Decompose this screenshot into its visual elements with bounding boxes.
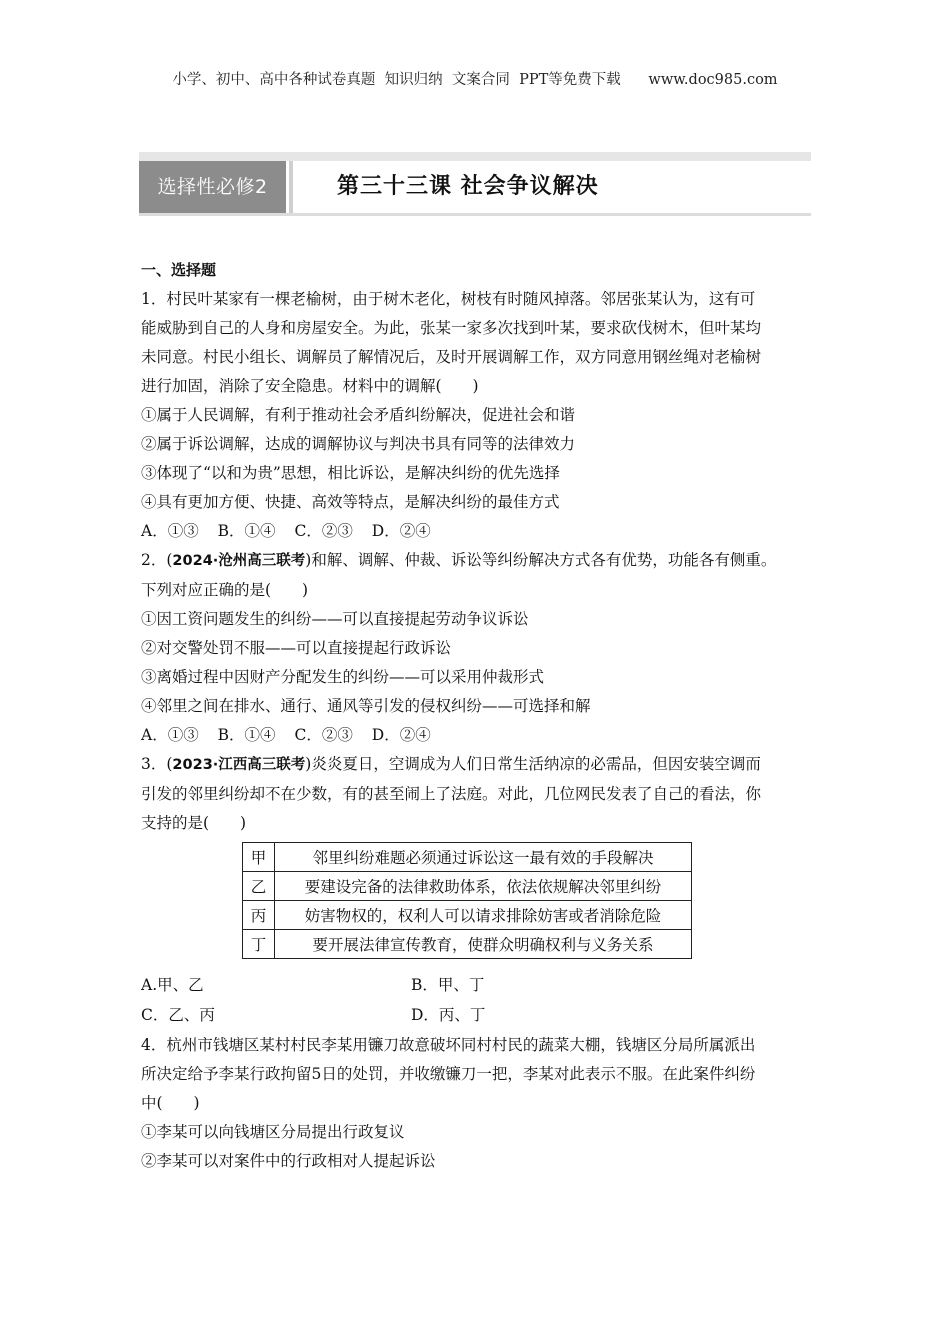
question-4 xyxy=(141,1031,829,1176)
statement-item: ③体现了“以和为贵”思想，相比诉讼，是解决纠纷的优先选择 xyxy=(141,464,560,482)
question-stem-line: 进行加固，消除了安全隐患。材料中的调解( ) xyxy=(141,377,479,395)
question-stem-line: 未同意。村民小组长、调解员了解情况后，及时开展调解工作，双方同意用钢丝绳对老榆树 xyxy=(141,348,762,366)
question-stem-line: 引发的邻里纠纷却不在少数，有的甚至闹上了法庭。对此，几位网民发表了自己的看法，你 xyxy=(141,785,762,803)
option-c: C．②③ xyxy=(294,522,353,540)
option-a: A．①③ xyxy=(141,522,199,540)
table-key: 甲 xyxy=(243,843,275,872)
question-stem-text: )炎炎夏日，空调成为人们日常生活纳凉的必需品，但因安装空调而 xyxy=(305,755,761,773)
table-key: 丙 xyxy=(243,901,275,930)
question-stem-line: 下列对应正确的是( ) xyxy=(141,581,309,599)
statement-item: ①因工资问题发生的纠纷——可以直接提起劳动争议诉讼 xyxy=(141,610,529,628)
question-source: 2024·沧州高三联考 xyxy=(172,553,306,569)
opinion-table xyxy=(242,842,692,959)
question-source: 2023·江西高三联考 xyxy=(172,757,306,773)
table-value: 邻里纠纷难题必须通过诉讼这一最有效的手段解决 xyxy=(275,843,692,872)
question-stem-line: 1．村民叶某家有一棵老榆树，由于树木老化，树枝有时随风掉落。邻居张某认为，这有可 xyxy=(141,290,756,308)
banner-divider xyxy=(289,161,293,213)
question-stem-line: 所决定给予李某行政拘留5日的处罚，并收缴镰刀一把，李某对此表示不服。在此案件纠纷 xyxy=(141,1065,756,1083)
option-b: B．①④ xyxy=(217,522,276,540)
statement-item: ①属于人民调解，有利于推动社会矛盾纠纷解决，促进社会和谐 xyxy=(141,406,576,424)
table-row xyxy=(243,930,692,959)
lesson-title: 第三十三课 社会争议解决 xyxy=(337,174,599,199)
question-stem-line: 中( ) xyxy=(141,1094,200,1112)
table-value: 要建设完备的法律救助体系，依法依规解决邻里纠纷 xyxy=(275,872,692,901)
question-stem-text: )和解、调解、仲裁、诉讼等纠纷解决方式各有优势，功能各有侧重。 xyxy=(305,551,777,569)
option-b: B．①④ xyxy=(217,726,276,744)
option-d: D．丙、丁 xyxy=(411,1006,486,1024)
question-list xyxy=(141,256,829,1176)
statement-item: ①李某可以向钱塘区分局提出行政复议 xyxy=(141,1123,405,1141)
table-row xyxy=(243,901,692,930)
option-c: C．②③ xyxy=(294,726,353,744)
question-number: 3．( xyxy=(141,755,173,773)
answer-options xyxy=(141,517,829,546)
answer-options xyxy=(141,721,829,750)
statement-item: ②李某可以对案件中的行政相对人提起诉讼 xyxy=(141,1152,436,1170)
lesson-banner xyxy=(139,152,811,216)
question-stem-line: 能威胁到自己的人身和房屋安全。为此，张某一家多次找到叶某，要求砍伐树木，但叶某均 xyxy=(141,319,762,337)
answer-options xyxy=(141,971,829,1031)
option-d: D．②④ xyxy=(371,726,431,744)
page-header: 小学、初中、高中各种试卷真题 知识归纳 文案合同 PPT等免费下载 www.doc985.com xyxy=(172,72,778,88)
banner-stripe xyxy=(139,152,811,161)
table-row xyxy=(243,843,692,872)
option-d: D．②④ xyxy=(371,522,431,540)
question-1 xyxy=(141,285,829,546)
statement-item: ②属于诉讼调解，达成的调解协议与判决书具有同等的法律效力 xyxy=(141,435,576,453)
table-key: 乙 xyxy=(243,872,275,901)
banner-underline xyxy=(139,213,811,216)
option-a: A.甲、乙 xyxy=(141,976,204,994)
question-stem-line xyxy=(141,750,829,780)
statement-item: ③离婚过程中因财产分配发生的纠纷——可以采用仲裁形式 xyxy=(141,668,545,686)
option-a: A．①③ xyxy=(141,726,199,744)
table-value: 妨害物权的，权利人可以请求排除妨害或者消除危险 xyxy=(275,901,692,930)
option-b: B．甲、丁 xyxy=(411,976,485,994)
table-row xyxy=(243,872,692,901)
module-tag: 选择性必修2 xyxy=(139,161,286,213)
statement-item: ②对交警处罚不服——可以直接提起行政诉讼 xyxy=(141,639,452,657)
option-c: C．乙、丙 xyxy=(141,1006,215,1024)
statement-item: ④具有更加方便、快捷、高效等特点，是解决纠纷的最佳方式 xyxy=(141,493,560,511)
question-number: 2．( xyxy=(141,551,173,569)
section-title: 一、选择题 xyxy=(141,261,217,279)
question-stem-line: 4．杭州市钱塘区某村村民李某用镰刀故意破坏同村村民的蔬菜大棚，钱塘区分局所属派出 xyxy=(141,1036,756,1054)
question-2 xyxy=(141,546,829,750)
question-3 xyxy=(141,750,829,1031)
question-stem-line: 支持的是( ) xyxy=(141,814,247,832)
question-stem-line xyxy=(141,546,829,576)
table-key: 丁 xyxy=(243,930,275,959)
table-value: 要开展法律宣传教育，使群众明确权利与义务关系 xyxy=(275,930,692,959)
statement-item: ④邻里之间在排水、通行、通风等引发的侵权纠纷——可选择和解 xyxy=(141,697,591,715)
